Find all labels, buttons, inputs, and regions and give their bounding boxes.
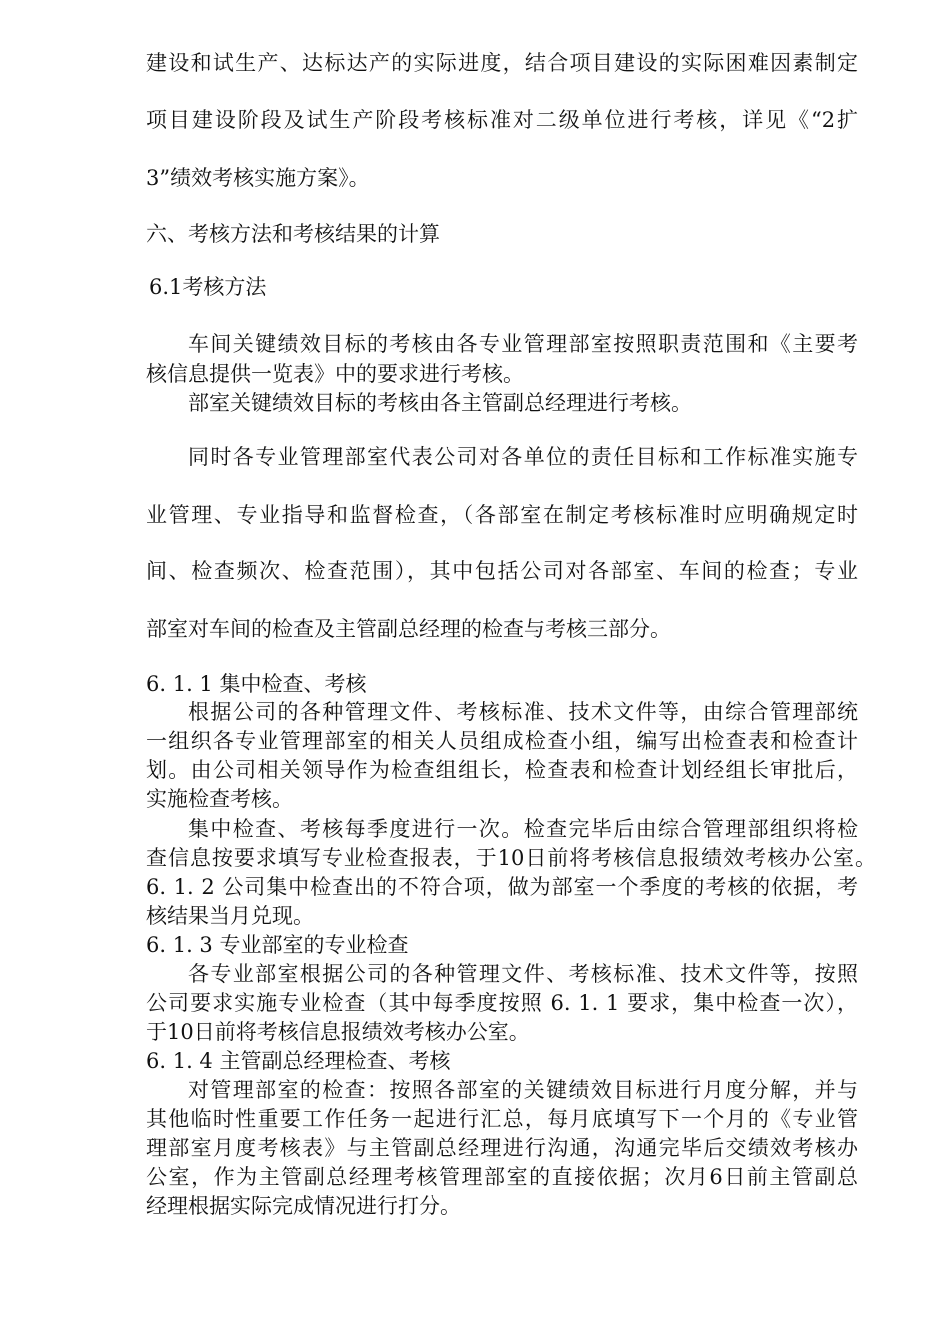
paragraph-line: 于10日前将考核信息报绩效考核办公室。 xyxy=(146,1020,530,1044)
paragraph-line: 业管理、专业指导和监督检查，（各部室在制定考核标准时应明确规定时 xyxy=(146,503,858,527)
paragraph-line: 项目建设阶段及试生产阶段考核标准对二级单位进行考核，详见《“2扩 xyxy=(146,108,858,132)
paragraph-line: 实施检查考核。 xyxy=(146,787,293,811)
paragraph-line: 经理根据实际完成情况进行打分。 xyxy=(146,1194,461,1218)
paragraph-line: 同时各专业管理部室代表公司对各单位的责任目标和工作标准实施专 xyxy=(188,445,858,469)
subsection-heading: 6. 1. 3 专业部室的专业检查 xyxy=(146,933,409,957)
paragraph-line: 理部室月度考核表》与主管副总经理进行沟通，沟通完毕后交绩效考核办 xyxy=(146,1136,858,1160)
paragraph-line: 对管理部室的检查：按照各部室的关键绩效目标进行月度分解，并与 xyxy=(188,1078,858,1102)
paragraph-line: 集中检查、考核每季度进行一次。检查完毕后由综合管理部组织将检 xyxy=(188,817,858,841)
paragraph-line: 其他临时性重要工作任务一起进行汇总，每月底填写下一个月的《专业管 xyxy=(146,1107,858,1131)
paragraph-line: 公司要求实施专业检查（其中每季度按照 6. 1. 1 要求，集中检查一次）， xyxy=(146,991,858,1015)
paragraph-line: 查信息按要求填写专业检查报表，于10日前将考核信息报绩效考核办公室。 xyxy=(146,846,876,870)
paragraph-line: 一组织各专业管理部室的相关人员组成检查小组，编写出检查表和检查计 xyxy=(146,729,858,753)
paragraph-line: 根据公司的各种管理文件、考核标准、技术文件等，由综合管理部统 xyxy=(188,700,858,724)
subsection-heading: 6. 1. 1 集中检查、考核 xyxy=(146,672,367,696)
section-heading: 六、考核方法和考核结果的计算 xyxy=(146,222,440,246)
paragraph-line: 核结果当月兑现。 xyxy=(146,904,314,928)
paragraph-line: 公室，作为主管副总经理考核管理部室的直接依据；次月6日前主管副总 xyxy=(146,1165,858,1189)
paragraph-line: 各专业部室根据公司的各种管理文件、考核标准、技术文件等，按照 xyxy=(188,962,858,986)
paragraph-line: 3”绩效考核实施方案》。 xyxy=(146,166,370,190)
paragraph-line: 划。由公司相关领导作为检查组组长，检查表和检查计划经组长审批后， xyxy=(146,758,858,782)
paragraph-line: 部室关键绩效目标的考核由各主管副总经理进行考核。 xyxy=(188,391,692,415)
paragraph-line: 建设和试生产、达标达产的实际进度，结合项目建设的实际困难因素制定 xyxy=(146,51,858,75)
paragraph-line: 间、检查频次、检查范围），其中包括公司对各部室、车间的检查；专业 xyxy=(146,559,858,583)
paragraph-line: 6. 1. 2 公司集中检查出的不符合项，做为部室一个季度的考核的依据，考 xyxy=(146,875,858,899)
paragraph-line: 车间关键绩效目标的考核由各专业管理部室按照职责范围和《主要考 xyxy=(188,332,858,356)
paragraph-line: 部室对车间的检查及主管副总经理的检查与考核三部分。 xyxy=(146,617,671,641)
subsection-heading: 6.1考核方法 xyxy=(149,275,267,299)
paragraph-line: 核信息提供一览表》中的要求进行考核。 xyxy=(146,362,524,386)
subsection-heading: 6. 1. 4 主管副总经理检查、考核 xyxy=(146,1049,451,1073)
